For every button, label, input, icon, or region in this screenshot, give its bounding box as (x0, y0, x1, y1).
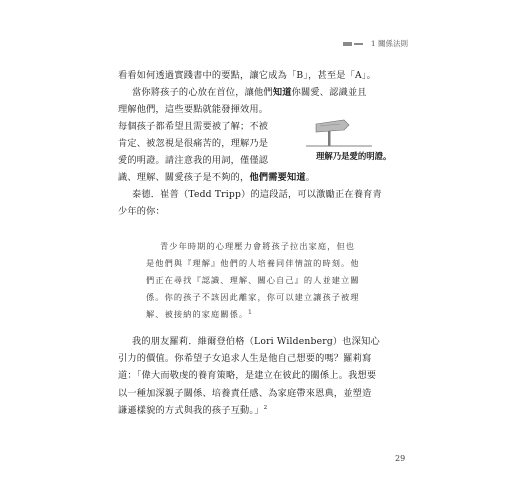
text-span: 解、被接納的家庭關係。 (146, 309, 249, 319)
text-line: 肯定、被忽視是很痛苦的，理解乃是 (118, 138, 269, 150)
quote-line (146, 306, 396, 323)
body-paragraph-wrapped (118, 118, 298, 170)
text-line: 泰德．崔普（Tedd Tripp）的這段話，可以激勵正在養育青 (132, 189, 382, 201)
text-line: 每個孩子都希望且需要被了解；不被 (118, 121, 269, 132)
text-line: 少年的你： (118, 206, 165, 218)
body-paragraph-continued (118, 169, 418, 221)
quote-line: 係。你的孩子不該因此離家，你可以建立讓孩子被理 (146, 292, 360, 302)
text-line: 以一種加深親子關係、培養責任感、為家庭帶來恩典，並塑造 (118, 387, 372, 399)
text-line (118, 402, 418, 419)
emphasis-text: 他們需要知道 (249, 172, 306, 183)
quote-line: 們正在尋找『認識、理解、關心自己』的人並建立關 (146, 275, 360, 285)
body-paragraph-intro (118, 67, 408, 119)
footnote-marker: 1 (248, 309, 253, 316)
text-line: 愛的明證。請注意我的用詞，僅僅認 (118, 155, 269, 167)
running-header (343, 38, 408, 49)
text-line: 看看如何透過實踐書中的要點，讓它成為「B」，甚至是「A」。 (118, 70, 377, 81)
text-span: 當你將孩子的心放在首位，讓他們 (132, 87, 273, 99)
quote-line: 是他們與『理解』他們的人培養同伴情誼的時刻。他 (146, 258, 360, 268)
text-span: 你關愛、認識並且 (291, 87, 367, 99)
quote-line: 青少年時期的心理壓力會將孩子拉出家庭，但也 (160, 241, 356, 251)
header-ornament-icon (343, 40, 365, 48)
text-span: 。 (305, 172, 316, 183)
block-quote (146, 238, 396, 323)
text-line: 我的朋友羅莉．維爾登伯格（Lori Wildenberg）也深知心 (132, 336, 380, 347)
running-title: 1 關係法則 (370, 39, 408, 48)
text-line: 理解他們，這些要點就能發揮效用。 (118, 104, 269, 116)
page-number: 29 (395, 454, 406, 463)
text-line: 道：「偉大而敬虔的養育策略，是建立在彼此的關係上。我想要 (118, 370, 377, 382)
text-span: 謙遜樣貌的方式與我的孩子互動。」 (118, 404, 264, 416)
text-span: 識、理解、關愛孩子是不夠的， (118, 172, 250, 183)
body-paragraph-final (118, 333, 418, 419)
footnote-marker: 2 (263, 404, 268, 411)
emphasis-text: 知道 (272, 87, 292, 99)
text-line (118, 84, 408, 101)
figure-caption: 理解乃是愛的明證。 (316, 151, 392, 161)
text-line (118, 169, 418, 186)
text-line: 引力的價值。你希望子女追求人生是他自己想要的嗎？羅莉寫 (118, 353, 372, 365)
